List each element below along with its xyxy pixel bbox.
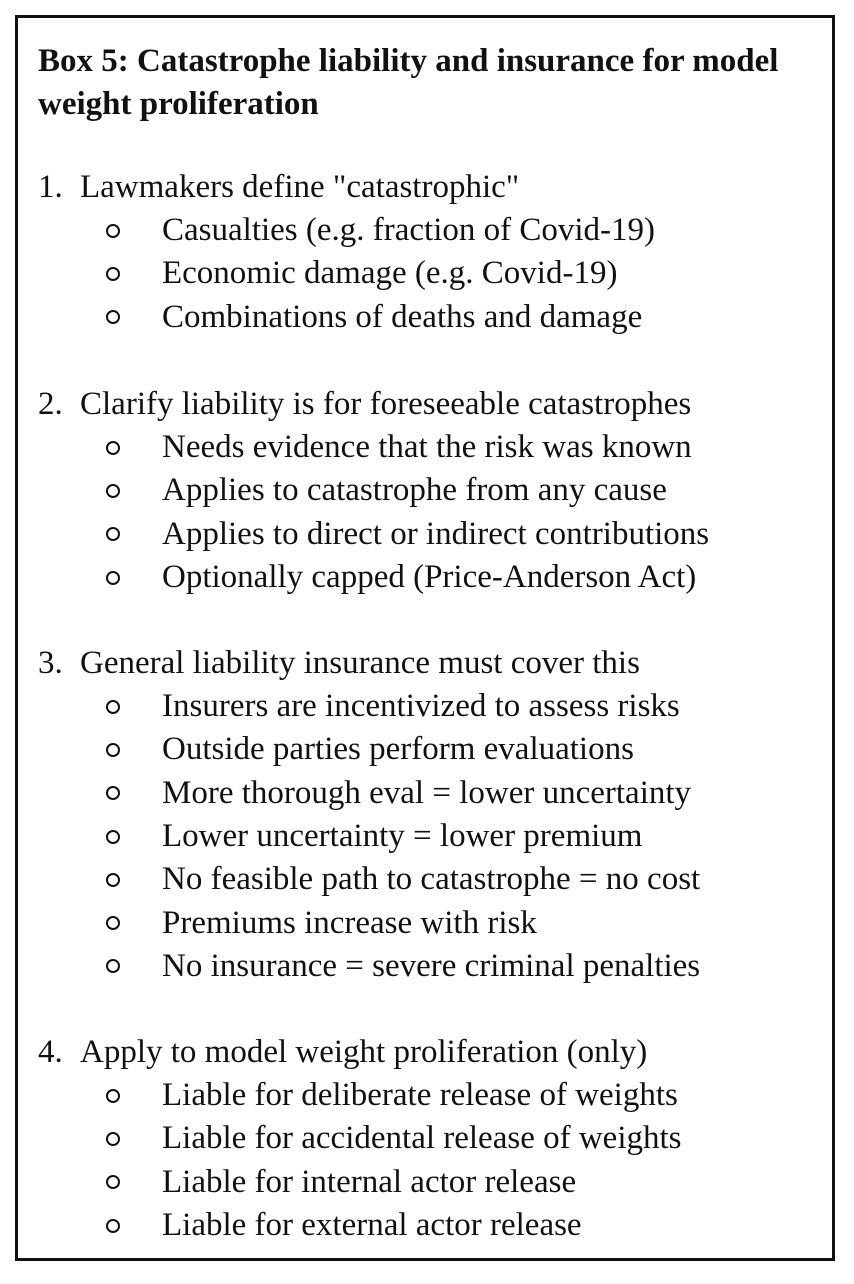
list-item-text: Applies to catastrophe from any cause: [162, 472, 667, 509]
hollow-circle-bullet-icon: [106, 527, 120, 541]
section-number: 3.: [38, 645, 63, 681]
hollow-circle-bullet-icon: [106, 310, 120, 324]
list-item-text: Optionally capped (Price-Anderson Act): [162, 559, 697, 596]
hollow-circle-bullet-icon: [106, 1089, 120, 1103]
hollow-circle-bullet-icon: [106, 959, 120, 973]
list-item: [38, 685, 828, 728]
list-item: [38, 296, 828, 339]
list-item-text: Liable for accidental release of weights: [162, 1120, 682, 1157]
list-item: [38, 513, 828, 556]
list-item-text: Economic damage (e.g. Covid-19): [162, 255, 618, 292]
list-item-text: Combinations of deaths and damage: [162, 298, 643, 335]
list-item: [38, 858, 828, 901]
list-item-text: More thorough eval = lower uncertainty: [162, 774, 692, 811]
list-item-text: Lower uncertainty = lower premium: [162, 818, 643, 855]
list-item-text: Needs evidence that the risk was known: [162, 429, 692, 466]
bullet-list: [38, 1074, 828, 1247]
list-item-text: Liable for external actor release: [162, 1207, 582, 1244]
section-heading-text: Lawmakers define "catastrophic": [80, 169, 520, 205]
list-item-text: No insurance = severe criminal penalties: [162, 947, 701, 984]
section-number: 2.: [38, 386, 63, 422]
list-item-text: Applies to direct or indirect contributions: [162, 515, 710, 552]
section-heading: [38, 642, 828, 685]
section-3: [38, 642, 828, 988]
list-item: [38, 556, 828, 599]
hollow-circle-bullet-icon: [106, 1219, 120, 1233]
hollow-circle-bullet-icon: [106, 700, 120, 714]
list-item-text: Outside parties perform evaluations: [162, 731, 634, 768]
list-item-text: Liable for internal actor release: [162, 1163, 577, 1200]
list-item-text: Casualties (e.g. fraction of Covid-19): [162, 212, 656, 249]
section-heading-text: Clarify liability is for foreseeable catastrophes: [80, 386, 692, 422]
list-item: [38, 772, 828, 815]
list-item: [38, 469, 828, 512]
box-title: Box 5: Catastrophe liability and insurance for model weight proliferation: [38, 43, 779, 122]
list-item-text: No feasible path to catastrophe = no cost: [162, 861, 701, 898]
bullet-list: [38, 209, 828, 339]
hollow-circle-bullet-icon: [106, 571, 120, 585]
hollow-circle-bullet-icon: [106, 786, 120, 800]
hollow-circle-bullet-icon: [106, 1175, 120, 1189]
section-heading: [38, 383, 828, 426]
list-item: [38, 426, 828, 469]
hollow-circle-bullet-icon: [106, 267, 120, 281]
list-item: [38, 209, 828, 252]
list-item: [38, 728, 828, 771]
list-item: [38, 945, 828, 988]
list-item: [38, 252, 828, 295]
list-item: [38, 815, 828, 858]
hollow-circle-bullet-icon: [106, 441, 120, 455]
hollow-circle-bullet-icon: [106, 224, 120, 238]
list-item: [38, 1204, 828, 1247]
hollow-circle-bullet-icon: [106, 916, 120, 930]
list-item: [38, 901, 828, 944]
hollow-circle-bullet-icon: [106, 484, 120, 498]
section-1: [38, 166, 828, 339]
section-heading: [38, 1031, 828, 1074]
list-item-text: Liable for deliberate release of weights: [162, 1077, 678, 1114]
hollow-circle-bullet-icon: [106, 873, 120, 887]
hollow-circle-bullet-icon: [106, 1132, 120, 1146]
section-2: [38, 383, 828, 599]
list-item-text: Insurers are incentivized to assess risks: [162, 688, 680, 725]
section-number: 1.: [38, 169, 63, 205]
box-5-panel: [15, 15, 835, 1261]
hollow-circle-bullet-icon: [106, 743, 120, 757]
list-item: [38, 1117, 828, 1160]
bullet-list: [38, 685, 828, 988]
list-item: [38, 1074, 828, 1117]
section-number: 4.: [38, 1034, 63, 1070]
hollow-circle-bullet-icon: [106, 830, 120, 844]
section-heading: [38, 166, 828, 209]
section-heading-text: General liability insurance must cover this: [80, 645, 640, 681]
section-heading-text: Apply to model weight proliferation (only): [80, 1034, 648, 1070]
list-item-text: Premiums increase with risk: [162, 904, 537, 941]
bullet-list: [38, 426, 828, 599]
list-item: [38, 1161, 828, 1204]
section-4: [38, 1031, 828, 1247]
